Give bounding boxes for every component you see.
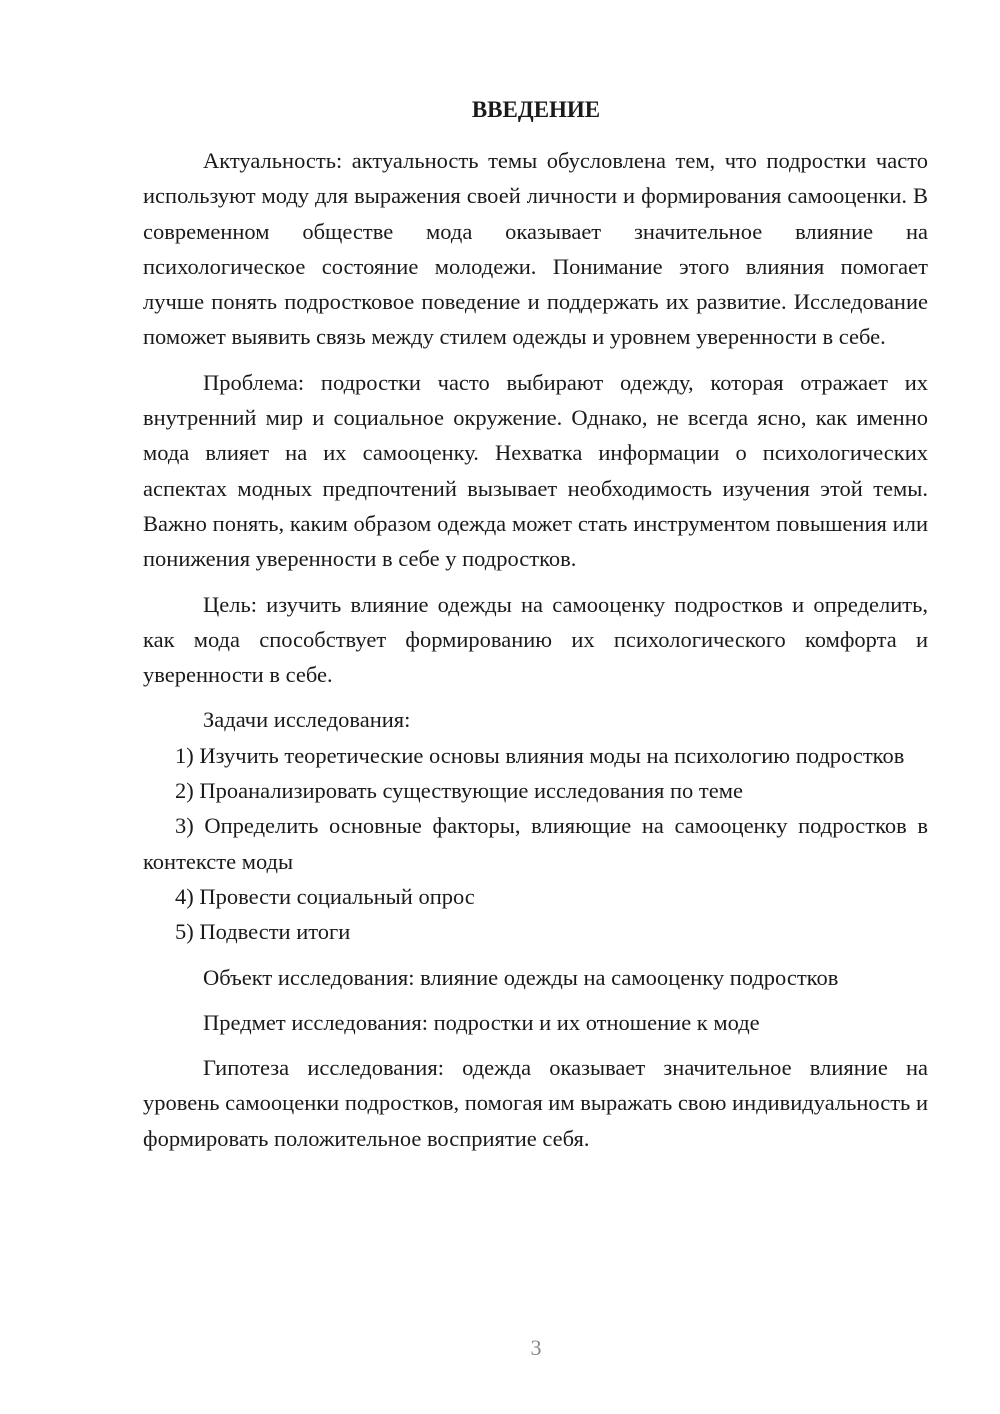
paragraph-hypothesis: Гипотеза исследования: одежда оказывает значительное влияние на уровень самооценки подростков, помогая им выражать свою индивидуальность и формировать положительное восприятие себя. [143,1055,928,1151]
paragraph-object: Объект исследования: влияние одежды на самооценку подростков [203,964,839,990]
page-number: 3 [530,1335,542,1360]
paragraph-problem: Проблема: подростки часто выбирают одежду, которая отражает их внутренний мир и социальное окружение. Однако, не всегда ясно, как именно мода влияет на их самооценку. Нехватка информации о психологических аспектах модных предпочтений вызывает необходимость изучения этой темы. Важно понять, каким образом одежда может стать инструментом повышения или понижения уверенности в себе у подростков. [143,369,928,572]
paragraph-goal: Цель: изучить влияние одежды на самооценку подростков и определить, как мода способствует формированию их психологического комфорта и уверенности в себе. [143,591,928,688]
paragraph-relevance: Актуальность: актуальность темы обусловлена тем, что подростки часто используют моду для выражения своей личности и формирования самооценки. В современном обществе мода оказывает значительное влияние на психологическое состояние молодежи. Понимание этого влияния помогает лучше понять подростковое поведение и поддержать их развитие. Исследование поможет выявить связь между стилем одежды и уровнем уверенности в себе. [143,148,928,350]
task-item: 3) Определить основные факторы, влияющие на самооценку подростков в контексте моды [143,813,928,874]
paragraph-subject: Предмет исследования: подростки и их отношение к моде [203,1009,760,1035]
document-body [143,143,928,1156]
task-item: 4) Провести социальный опрос [175,883,475,909]
task-item: 2) Проанализировать существующие исследования по теме [175,778,743,804]
page-title: ВВЕДЕНИЕ [471,97,601,122]
task-item: 1) Изучить теоретические основы влияния моды на психологию подростков [175,742,905,768]
task-item: 5) Подвести итоги [175,919,351,945]
tasks-heading: Задачи исследования: [203,707,411,733]
